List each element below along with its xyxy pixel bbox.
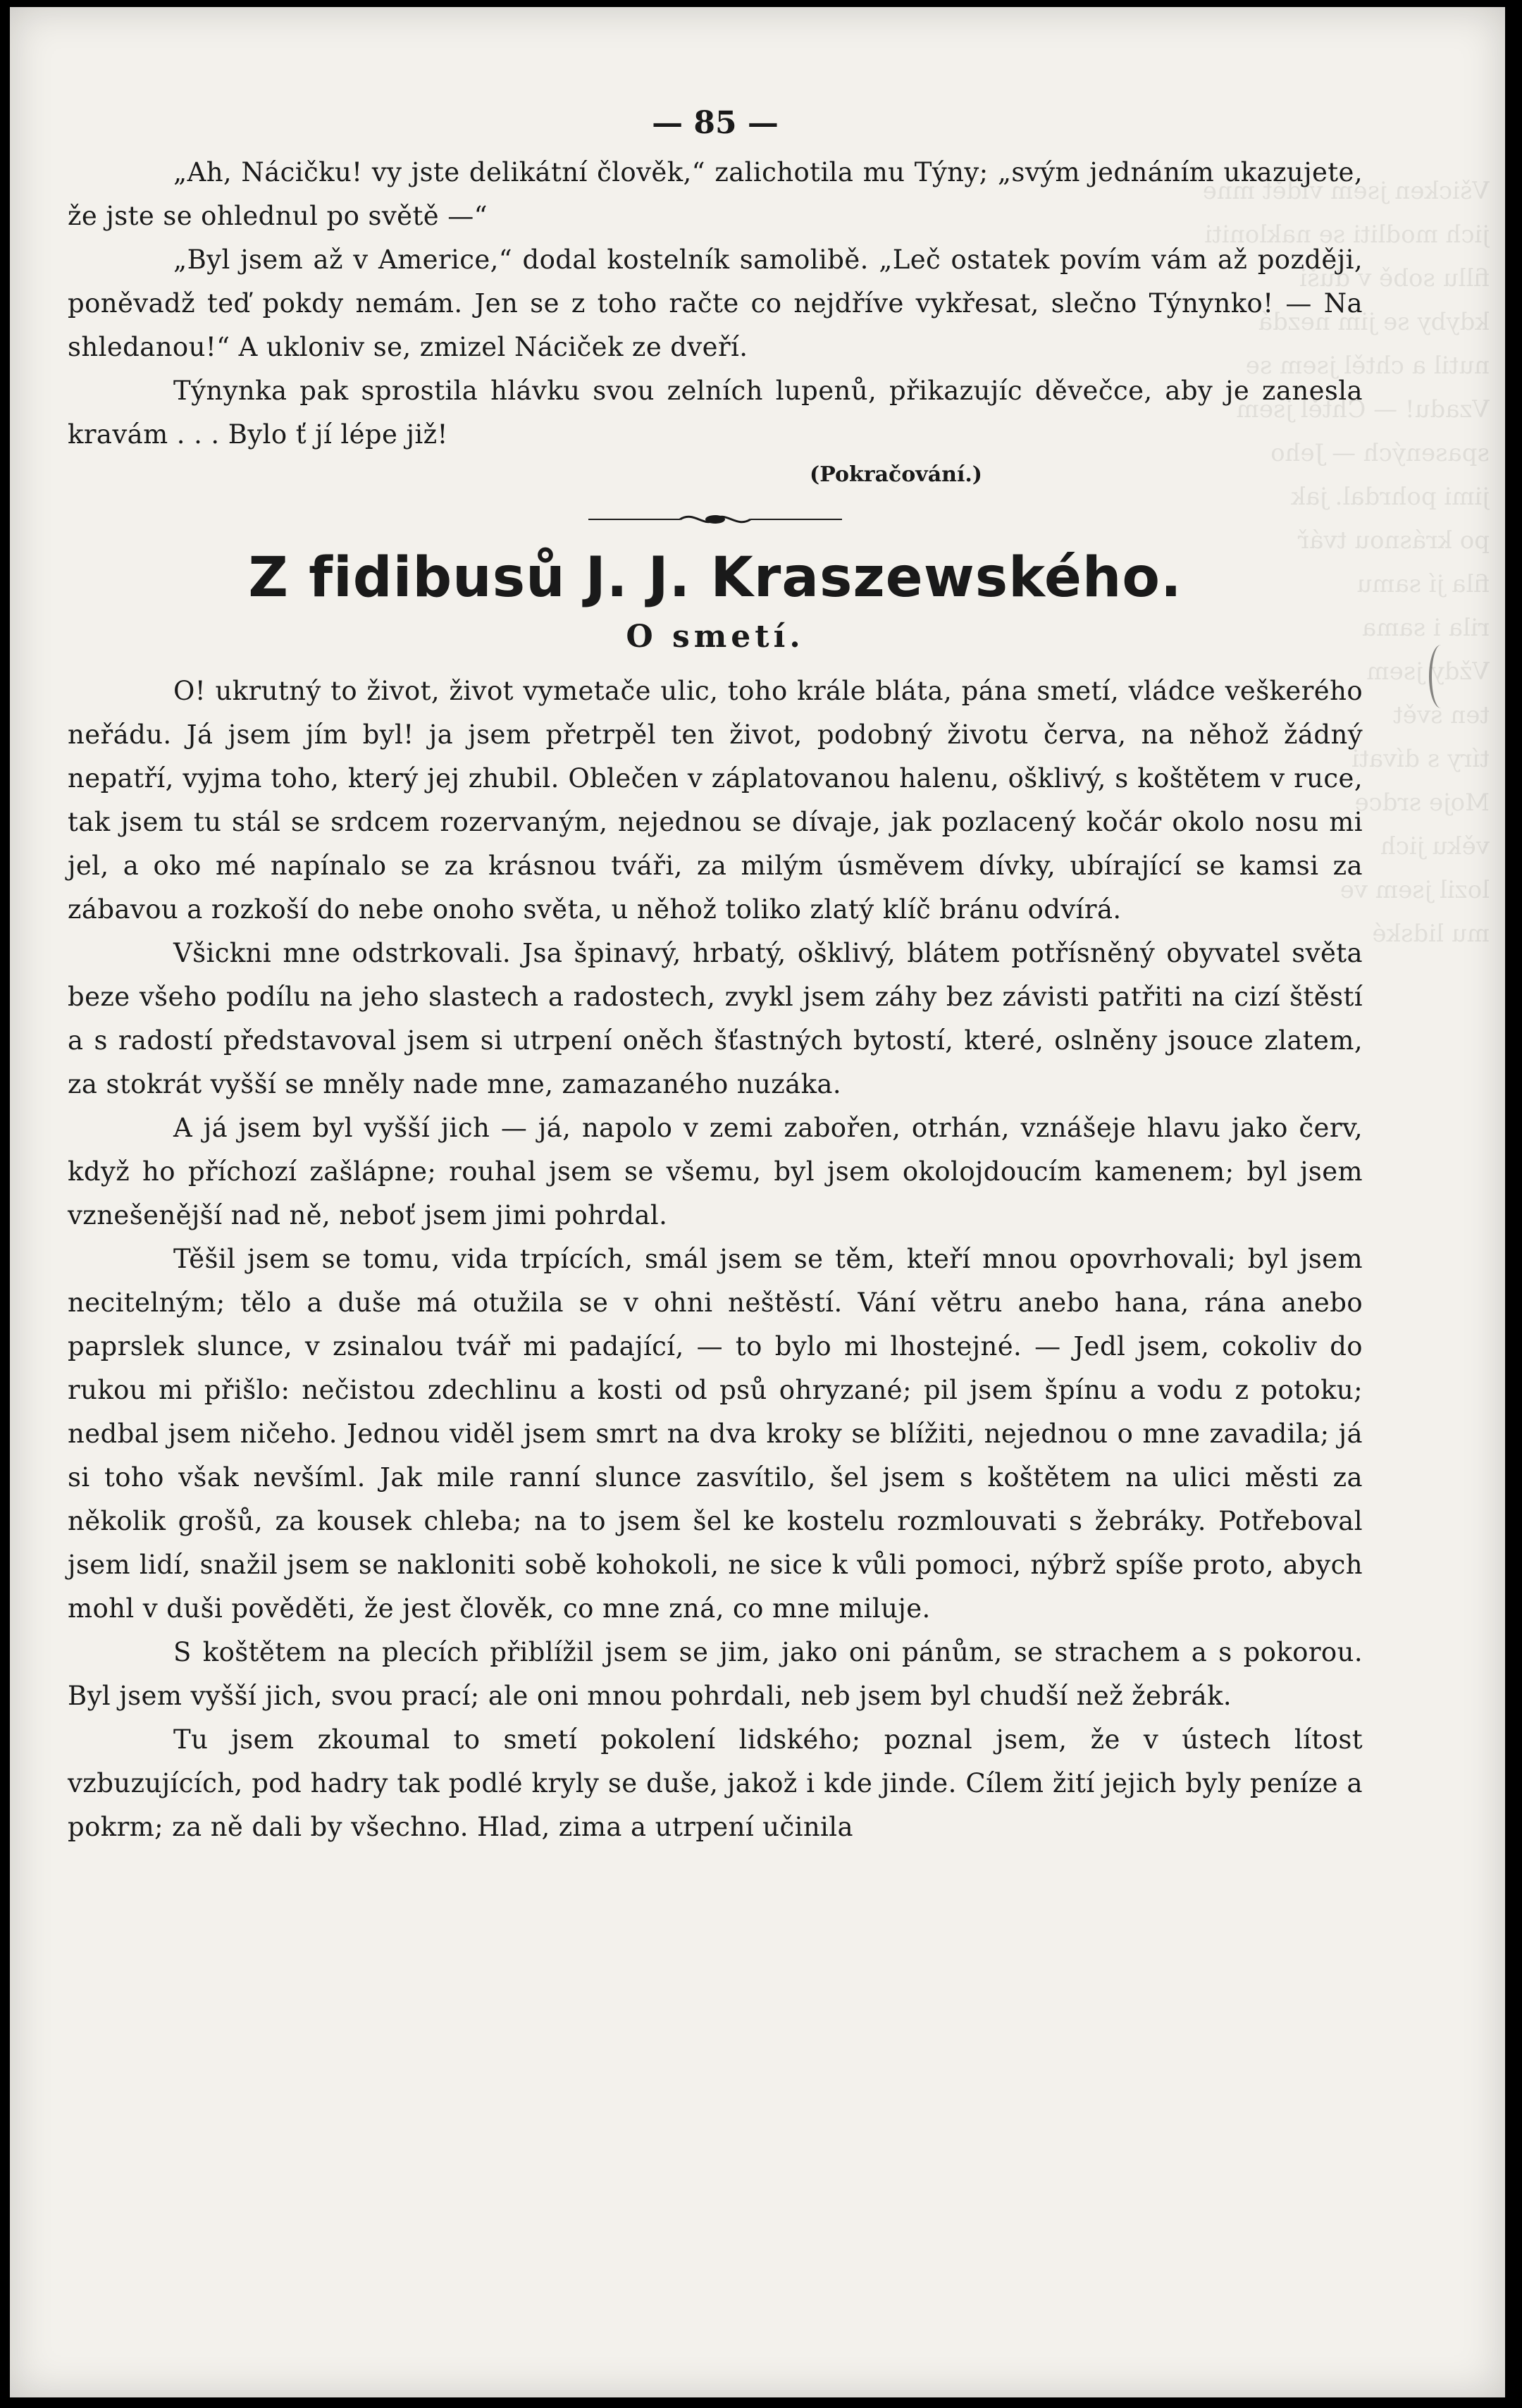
story-paragraph: „Ah, Nácičku! vy jste delikátní člověk,“ zalichotila mu Týny; „svým jednáním ukazujete, že jste se ohlednul po světě —“	[68, 157, 1363, 231]
page-number: — 85 —	[652, 105, 779, 141]
article-paragraph: A já jsem byl vyšší jich — já, napolo v zemi zabořen, otrhán, vznášeje hlavu jako červ, když ho příchozí zašlápne; rouhal jsem se všemu, byl jsem okolojdoucím kamenem; byl jsem vznešenější nad ně, neboť jsem jimi pohrdal.	[68, 1113, 1363, 1230]
show-through-text: Všicken jsem vidět mne jich modliti se nakloniti fillu sobě v duši kdyby se jim nezdá nutil a chtěl jsem se Vzadu! — Chtěl jsem spasených — Jeho jimi pohrdal. jak po krásnou tvář fila jí samu rila i sama Vždy jsem ten svět tíry s dívati Moje srdce věku jich lozil jsem ve mu lidské	[1202, 177, 1490, 948]
article-paragraph: O! ukrutný to život, život vymetače ulic, toho krále bláta, pána smetí, vládce veškerého neřádu. Já jsem jím byl! ja jsem přetrpěl ten život, podobný životu červa, na něhož žádný nepatří, vyjma toho, který jej zhubil. Oblečen v záplatovanou halenu, ošklivý, s koštětem v ruce, tak jsem tu stál se srdcem rozervaným, nejednou se dívaje, jak pozlacený kočár okolo nosu mi jel, a oko mé napínalo se za krásnou tváři, za milým úsměvem dívky, ubírající se kamsi za zábavou a rozkoší do nebe onoho světa, u něhož toliko zlatý klíč bránu odvírá.	[68, 676, 1363, 925]
story-paragraph: Týnynka pak sprostila hlávku svou zelních lupenů, přikazujíc děvečce, aby je zanesla kravám . . . Bylo ť jí lépe již!	[68, 376, 1363, 450]
article-paragraph: Tu jsem zkoumal to smetí pokolení lidského; poznal jsem, že v ústech lítost vzbuzujících, pod hadry tak podlé kryly se duše, jakož i kde jinde. Cílem žití jejich byly peníze a pokrm; za ně dali by všechno. Hlad, zima a utrpení učinila	[68, 1724, 1363, 1842]
text-column	[68, 99, 1363, 1849]
article-title: Z fidibusů J. J. Kraszewského.	[248, 546, 1182, 610]
continued-note: (Pokračování.)	[810, 462, 982, 487]
article-paragraph: Všickni mne odstrkovali. Jsa špinavý, hrbatý, ošklivý, blátem potřísněný obyvatel světa beze všeho podílu na jeho slastech a radostech, zvykl jsem záhy bez závisti patřiti na cizí štěstí a s radostí představoval jsem si utrpení oněch šťastných bytostí, které, oslněny jsouce zlatem, za stokrát vyšší se mněly nade mne, zamazaného nuzáka.	[68, 938, 1363, 1099]
article-paragraph: Těšil jsem se tomu, vida trpících, smál jsem se těm, kteří mnou opovrhovali; byl jsem necitelným; tělo a duše má otužila se v ohni neštěstí. Vání větru anebo hana, rána anebo paprslek slunce, v zsinalou tvář mi padající, — to bylo mi lhostejné. — Jedl jsem, cokoliv do rukou mi přišlo: nečistou zdechlinu a kosti od psů ohryzané; pil jsem špínu a vodu z potoku; nedbal jsem ničeho. Jednou viděl jsem smrt na dva kroky se blížiti, nejednou o mne zavadila; já si toho však nevšíml. Jak mile ranní slunce zasvítilo, šel jsem s koštětem na ulici městi za několik grošů, za kousek chleba; na to jsem šel ke kostelu rozmlouvati s žebráky. Potřeboval jsem lidí, snažil jsem se nakloniti sobě kohokoli, ne sice k vůli pomoci, nýbrž spíše proto, abych mohl v duši pověděti, že jest člověk, co mne zná, co mne miluje.	[68, 1244, 1363, 1624]
story-paragraph: „Byl jsem až v Americe,“ dodal kostelník samolibě. „Leč ostatek povím vám až později, poněvadž teď pokdy nemám. Jen se z toho račte co nejdříve vykřesat, slečno Týnynko! — Na shledanou!“ A ukloniv se, zmizel Náciček ze dveří.	[68, 245, 1363, 362]
ornamental-divider	[588, 509, 842, 530]
section-title: O smetí.	[626, 619, 805, 655]
article-paragraph: S koštětem na plecích přiblížil jsem se jim, jako oni pánům, se strachem a s pokorou. Byl jsem vyšší jich, svou prací; ale oni mnou pohrdali, neb jsem byl chudší než žebrák.	[68, 1637, 1363, 1711]
paper-fold-mark	[1429, 645, 1453, 708]
